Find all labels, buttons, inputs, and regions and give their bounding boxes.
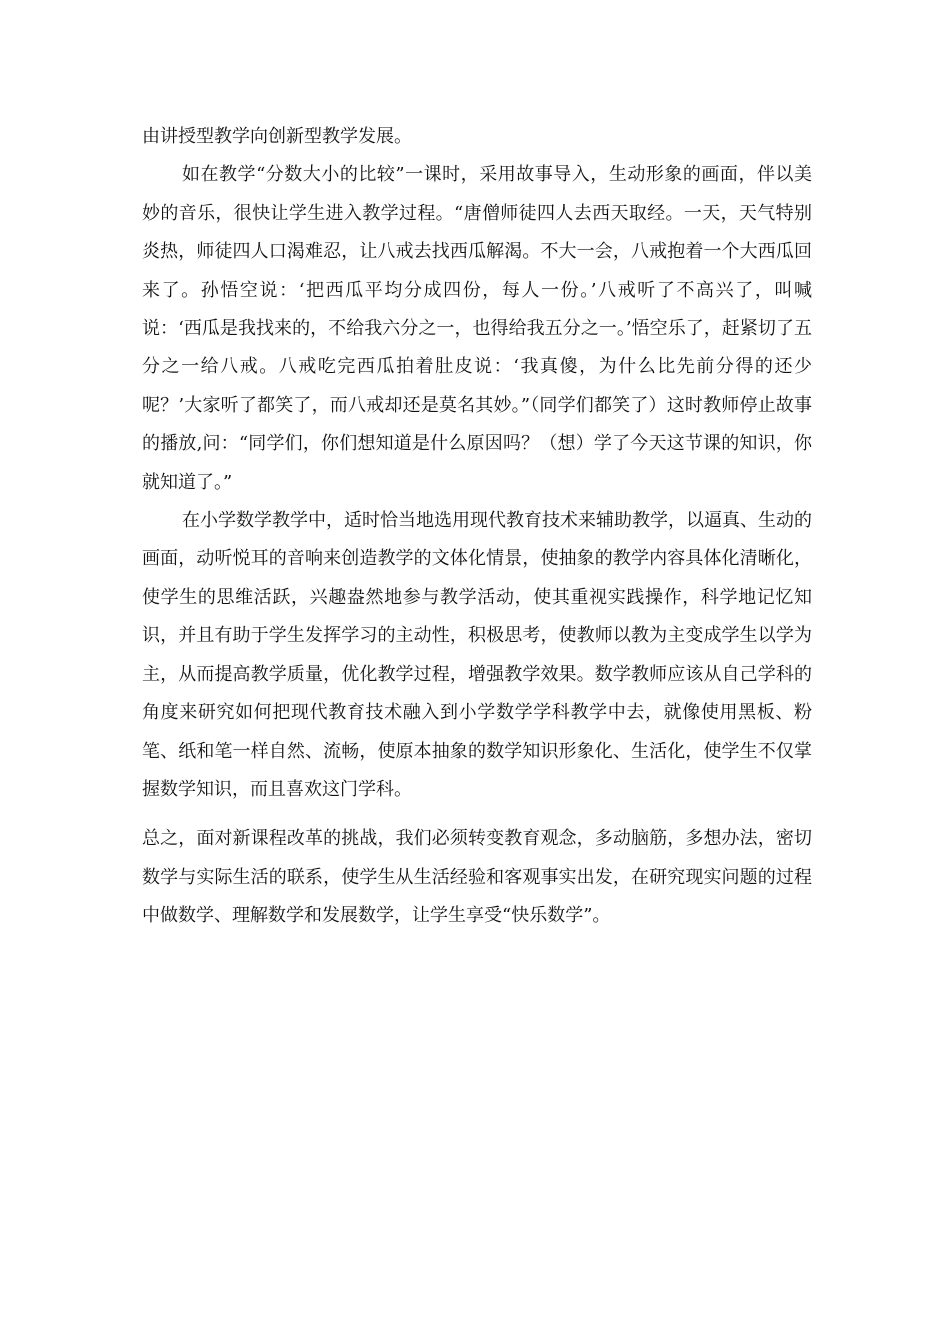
paragraph-story-example: 如在教学“分数大小的比较”一课时，采用故事导入，生动形象的画面，伴以美妙的音乐，很快让学生进入教学过程。“唐僧师徒四人去西天取经。一天，天气特别炎热，师徒四人口渴难忍，让八戒去找西瓜解渴。不大一会，八戒抱着一个大西瓜回来了。孙悟空说：‘把西瓜平均分成四份，每人一份。’八戒听了不高兴了，叫喊说：‘西瓜是我找来的，不给我六分之一，也得给我五分之一。’悟空乐了，赶紧切了五分之一给八戒。八戒吃完西瓜拍着肚皮说：‘我真傻，为什么比先前分得的还少呢？’大家听了都笑了，而八戒却还是莫名其妙。”（同学们都笑了）这时教师停止故事的播放,问：“同学们，你们想知道是什么原因吗？（想）学了今天这节课的知识，你就知道了。” <box>142 164 812 493</box>
paragraph-conclusion: 总之，面对新课程改革的挑战，我们必须转变教育观念，多动脑筋，多想办法，密切数学与实际生活的联系，使学生从生活经验和客观事实出发，在研究现实问题的过程中做数学、理解数学和发展数学，让学生享受“快乐数学”。 <box>142 828 812 927</box>
paragraph-modern-technology: 在小学数学教学中，适时恰当地选用现代教育技术来辅助教学，以逼真、生动的画面，动听悦耳的音响来创造教学的文体化情景，使抽象的教学内容具体化清晰化，使学生的思维活跃，兴趣盎然地参与教学活动，使其重视实践操作，科学地记忆知识，并且有助于学生发挥学习的主动性，积极思考，使教师以教为主变成学生以学为主，从而提高教学质量，优化教学过程，增强教学效果。数学教师应该从自己学科的角度来研究如何把现代教育技术融入到小学数学学科教学中去，就像使用黑板、粉笔、纸和笔一样自然、流畅，使原本抽象的数学知识形象化、生活化，使学生不仅掌握数学知识，而且喜欢这门学科。 <box>142 510 812 800</box>
document-body <box>142 118 812 936</box>
paragraph-continuation: 由讲授型教学向创新型教学发展。 <box>142 126 412 147</box>
